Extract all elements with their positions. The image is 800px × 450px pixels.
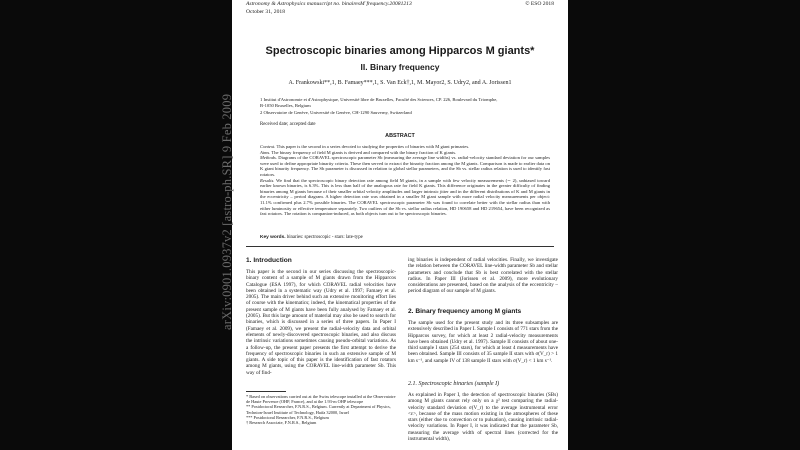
context-label: Context. bbox=[260, 144, 276, 149]
paper-title: Spectroscopic binaries among Hipparcos M giants* bbox=[265, 45, 535, 57]
footnote-1: * Based on observations carried out at the Swiss telescope installed at the Observatoire de Haute Provence (OHP, France), and at the 1.93-m OHP telescope bbox=[246, 394, 396, 405]
aims-text: The binary frequency of field M giants is derived and compared with the binary fraction of K giants. bbox=[271, 149, 457, 155]
arxiv-identifier: arXiv:0901.0937v2 [astro-ph.SR] 9 Feb 2009 bbox=[220, 93, 234, 330]
journal-header: Astronomy & Astrophysics manuscript no. binairesM˙frequency.20081213 bbox=[246, 1, 412, 7]
results-text: We find that the spectroscopic binary detection rate among field M giants, in a sample with few velocity measurements (∼ 2), unbiased toward earlier known binaries, is 6.3%. This is less than half of the analogous rate for field K giants. This difference originates in the greater difficulty of finding binaries among M giants because of their smaller orbital velocity amplitudes and larger intrinsic jitter and in the different distributions of K and M giants in the eccentricity – period diagram. A higher detection rate was obtained in a smaller M giant sample with more radial velocity measurements per object: 11.1% confirmed plus 2.7% possible binaries. The CORAVEL spectroscopic parameter Sb was found to correlate better with the stellar radius than with either luminosity or effective temperature separately. Two outliers of the Sb vs. stellar radius relation, HD 190658 and HD 219654, have been recognized as fast rotators. The rotation is companion-induced, as both objects turn out to be spectroscopic binaries. bbox=[260, 177, 550, 217]
copyright-notice: © ESO 2018 bbox=[525, 1, 554, 7]
manuscript-date: October 31, 2018 bbox=[246, 9, 285, 15]
paper-subtitle: II. Binary frequency bbox=[360, 62, 440, 72]
section-2-text bbox=[408, 320, 558, 364]
subsection-2-1-paragraph: As explained in Paper I, the detection of spectroscopic binaries (SBs) among M giants cannot rely only on a χ² test comparing the radial-velocity standard deviation σ(V_r) to the average instrumental error <ε>, because of the mass motion existing in the atmospheres of these stars (either due to convection or to pulsation), causing intrinsic radial-velocity variations. In Paper I, it was indicated that the parameter Sb, measuring the average width of spectral lines (corrected for the instrumental width), bbox=[408, 392, 558, 443]
footnote-2: ** Postdoctoral Researcher, F.N.R.S., Belgium. Currently at Department of Physics, Technion-Israel Institute of Technology, Haifa 32000, Israel bbox=[246, 404, 391, 415]
subsection-2-1-heading: 2.1. Spectroscopic binaries (sample I) bbox=[408, 381, 500, 387]
footnote-divider bbox=[246, 391, 286, 392]
affiliation-1: 1 Institut d'Astronomie et d'Astrophysique, Université libre de Bruxelles, Faculté des Sciences, CP. 226, Boulevard du Triomphe, bbox=[260, 97, 498, 102]
paper-page bbox=[232, 0, 568, 450]
keywords-text: binaries: spectroscopic - stars: late-type bbox=[286, 235, 363, 240]
footnotes bbox=[246, 394, 396, 425]
keywords-line bbox=[260, 235, 363, 240]
abstract-divider bbox=[246, 246, 554, 247]
affiliation-1-cont: B-1050 Bruxelles, Belgium bbox=[260, 103, 311, 108]
abstract-heading: ABSTRACT bbox=[385, 133, 415, 139]
author-list: A. Frankowski**,1, B. Famaey***,1, S. Van Eck†,1, M. Mayor2, S. Udry2, and A. Jorissen1 bbox=[288, 80, 512, 86]
methods-text: Diagrams of the CORAVEL spectroscopic parameter Sb (measuring the average line widths) vs. radial-velocity standard deviation for our samples were used to define appropriate binarity criteria. These then served to extract the binarity fraction among the M giants. Comparison is made to earlier data on K giant binarity frequency. The Sb parameter is discussed in relation to global stellar parameters, and the Sb vs. stellar radius relation is used to identify fast rotators. bbox=[260, 155, 550, 177]
subsection-2-1-text bbox=[408, 392, 558, 442]
footnote-3: *** Postdoctoral Researcher, F.N.R.S., Belgium bbox=[246, 414, 329, 420]
received-line: Received date; accepted date bbox=[260, 122, 316, 127]
abstract-body bbox=[260, 144, 550, 217]
affiliation-2: 2 Observatoire de Genève, Université de Genève, CH-1290 Sauverny, Switzerland bbox=[260, 110, 412, 115]
footnote-4: † Research Associate, F.N.R.S., Belgium bbox=[246, 420, 317, 426]
keywords-label: Key words. bbox=[260, 235, 286, 240]
context-text: This paper is the second in a series devoted to studying the properties of binaries with M giant primaries. bbox=[276, 144, 470, 149]
results-label: Results. bbox=[260, 177, 275, 183]
methods-label: Methods. bbox=[260, 155, 277, 161]
section-2-paragraph: The sample used for the present study and its three subsamples are extensively described in Paper I. Sample I consists of 771 stars from the Hipparcos survey, for which at least 2 radial-velocity measurements have been obtained (Udry et al. 1997). Sample II consists of about one-third sample I stars (254 stars), for which at least 4 measurements have been obtained. Sample III consists of 35 sample II stars with σ(V_r) > 1 km s⁻¹, and sample IV of 138 sample II stars with σ(V_r) < 1 km s⁻¹. bbox=[408, 320, 558, 364]
intro-text bbox=[246, 269, 396, 376]
intro-paragraph: This paper is the second in our series discussing the spectroscopic-binary content of a sample of M giants drawn from the Hipparcos Catalogue (ESA 1997), for which CORAVEL radial velocities have been obtained in a systematic way (Udry et al. 1997; Famaey et al. 2005). The main driver behind such an extensive monitoring effort lies of course with the kinematics; indeed, the kinematical properties of the present sample of M giants have been fully analysed by Famaey et al. (2005). But this large amount of material may also be used to search for binaries, which is discussed in a series of three papers. In Paper I (Famaey et al. 2009), we present the radial-velocity data and orbital elements of newly-discovered spectroscopic binaries, and also discuss the intrinsic variations sometimes causing pseudo-orbital variations. As a follow-up, the present paper presents the first attempt to derive the frequency of spectroscopic binaries in such an extensive sample of M giants. A side topic of this paper is the identification of fast rotators among M giants, using the CORAVEL line-width parameter Sb. This way of find- bbox=[246, 269, 396, 376]
aims-label: Aims. bbox=[260, 149, 271, 155]
section-1-heading: 1. Introduction bbox=[246, 257, 292, 264]
right-column-top bbox=[408, 257, 558, 295]
right-column-paragraph: ing binaries is independent of radial velocities. Finally, we investigate the relation between the CORAVEL line-width parameter Sb and stellar parameters and conclude that Sb is best correlated with the stellar radius. In Paper III (Jorissen et al. 2009), more evolutionary considerations are presented, based on the analysis of the eccentricity – period diagram of our sample of M giants. bbox=[408, 257, 558, 295]
section-2-heading: 2. Binary frequency among M giants bbox=[408, 308, 522, 315]
